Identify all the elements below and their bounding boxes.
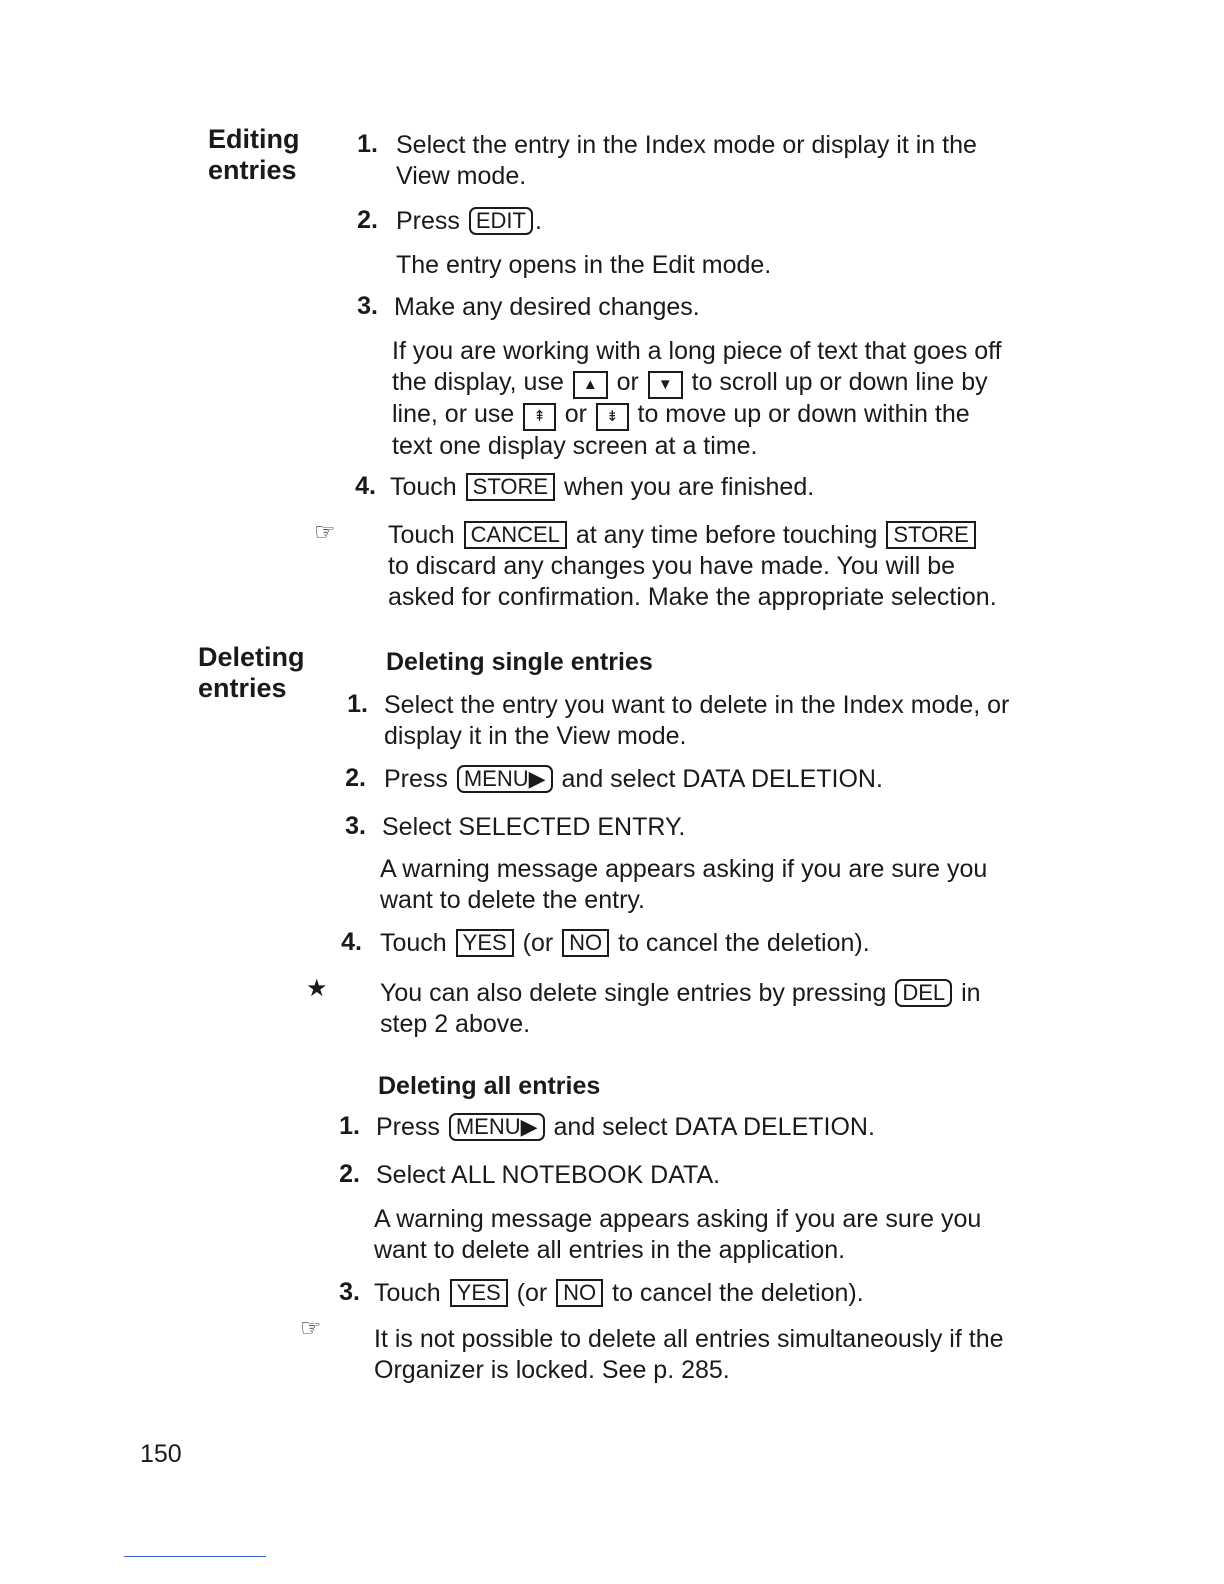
text-line: asked for confirmation. Make the appropriate selection. — [388, 583, 997, 611]
delete-single-step-4 — [380, 928, 870, 959]
text-line: A warning message appears asking if you are sure you — [380, 855, 988, 883]
delete-all-step-3 — [374, 1278, 864, 1309]
text-line: Organizer is locked. See p. 285. — [374, 1356, 730, 1384]
no-key: NO — [562, 929, 609, 957]
del-key: DEL — [895, 979, 952, 1007]
delete-single-step-3: Select SELECTED ENTRY. — [382, 813, 686, 841]
edit-step-4 — [390, 472, 814, 503]
page-down-key-icon: ⇟ — [596, 403, 629, 431]
text: Touch — [380, 929, 447, 957]
text-line: Select the entry in the Index mode or display it in the — [396, 131, 977, 159]
text: (or — [522, 929, 554, 957]
text-line: step 2 above. — [380, 1010, 531, 1038]
yes-key: YES — [456, 929, 514, 957]
text-line: want to delete the entry. — [380, 886, 645, 914]
edit-key: EDIT — [469, 207, 533, 235]
heading-line: entries — [198, 673, 287, 703]
step-number: 1. — [347, 690, 368, 718]
text-line: If you are working with a long piece of text that goes off — [392, 337, 1002, 365]
page-up-key-icon: ⇞ — [523, 403, 556, 431]
delete-all-step-2-note — [374, 1204, 981, 1266]
section-heading-editing — [208, 124, 299, 186]
text: (or — [516, 1279, 548, 1307]
delete-single-star-note — [380, 978, 981, 1040]
text-line — [388, 520, 997, 551]
text-line — [380, 978, 981, 1009]
page-number: 150 — [140, 1440, 182, 1468]
subheading-all: Deleting all entries — [378, 1072, 601, 1100]
step-number: 2. — [345, 764, 366, 792]
section-heading-deleting — [198, 642, 305, 704]
edit-step-3: Make any desired changes. — [394, 293, 700, 321]
edit-step-3-note — [392, 336, 1002, 462]
store-key: STORE — [886, 521, 975, 549]
delete-all-step-1 — [376, 1112, 875, 1143]
store-key: STORE — [466, 473, 555, 501]
step-number: 3. — [345, 812, 366, 840]
text: Touch — [388, 521, 455, 549]
no-key: NO — [556, 1279, 603, 1307]
yes-key: YES — [450, 1279, 508, 1307]
edit-step-2 — [396, 206, 542, 237]
step-number: 1. — [339, 1112, 360, 1140]
text: when you are finished. — [564, 473, 815, 501]
text-line: It is not possible to delete all entries simultaneously if the — [374, 1325, 1004, 1353]
menu-key: MENU▶ — [449, 1113, 545, 1141]
step-number: 4. — [355, 472, 376, 500]
up-arrow-key-icon: ▲ — [573, 371, 608, 399]
text: or — [616, 368, 639, 396]
footer-rule — [124, 1556, 266, 1557]
delete-all-step-2: Select ALL NOTEBOOK DATA. — [376, 1161, 721, 1189]
text-line — [392, 367, 1002, 399]
text-line: want to delete all entries in the application. — [374, 1236, 846, 1264]
step-number: 2. — [339, 1160, 360, 1188]
text: to move up or down within the — [637, 400, 970, 428]
heading-line: Editing — [208, 124, 300, 154]
step-number: 3. — [357, 292, 378, 320]
step-number: 2. — [357, 206, 378, 234]
subheading-single: Deleting single entries — [386, 648, 653, 676]
text: to cancel the deletion). — [618, 929, 870, 957]
down-arrow-key-icon: ▼ — [648, 371, 683, 399]
text-line: to discard any changes you have made. You will be — [388, 552, 956, 580]
text-line: Select the entry you want to delete in the Index mode, or — [384, 691, 1010, 719]
cancel-key: CANCEL — [464, 521, 567, 549]
text: Press — [384, 765, 448, 793]
text: Press — [376, 1113, 440, 1141]
text-line: text one display screen at a time. — [392, 432, 758, 460]
heading-line: Deleting — [198, 642, 305, 672]
text-line: View mode. — [396, 162, 527, 190]
edit-step-2-note: The entry opens in the Edit mode. — [396, 251, 772, 279]
edit-step-1 — [396, 130, 977, 192]
delete-single-step-1 — [384, 690, 1009, 752]
text: and select DATA DELETION. — [553, 1113, 875, 1141]
text: . — [534, 207, 542, 235]
text: to cancel the deletion). — [612, 1279, 864, 1307]
menu-key: MENU▶ — [457, 765, 553, 793]
text: Touch — [374, 1279, 441, 1307]
heading-line: entries — [208, 155, 297, 185]
text: the display, use — [392, 368, 564, 396]
text-line: display it in the View mode. — [384, 722, 687, 750]
edit-tip — [388, 520, 997, 613]
text: to scroll up or down line by — [691, 368, 988, 396]
pointing-hand-icon: ☞ — [314, 519, 336, 546]
star-icon: ★ — [306, 975, 328, 1002]
text: line, or use — [392, 400, 515, 428]
step-number: 1. — [357, 130, 378, 158]
text: and select DATA DELETION. — [561, 765, 883, 793]
text: in — [961, 979, 981, 1007]
text-line — [392, 399, 1002, 431]
text-line: A warning message appears asking if you are sure you — [374, 1205, 982, 1233]
delete-single-step-3-note — [380, 854, 987, 916]
text: at any time before touching — [575, 521, 878, 549]
text: You can also delete single entries by pressing — [380, 979, 887, 1007]
text: or — [564, 400, 588, 428]
delete-single-step-2 — [384, 764, 883, 795]
text: Touch — [390, 473, 457, 501]
delete-all-tip — [374, 1324, 1004, 1386]
pointing-hand-icon: ☞ — [300, 1315, 322, 1342]
text: Press — [396, 207, 460, 235]
step-number: 4. — [341, 928, 362, 956]
step-number: 3. — [339, 1278, 360, 1306]
